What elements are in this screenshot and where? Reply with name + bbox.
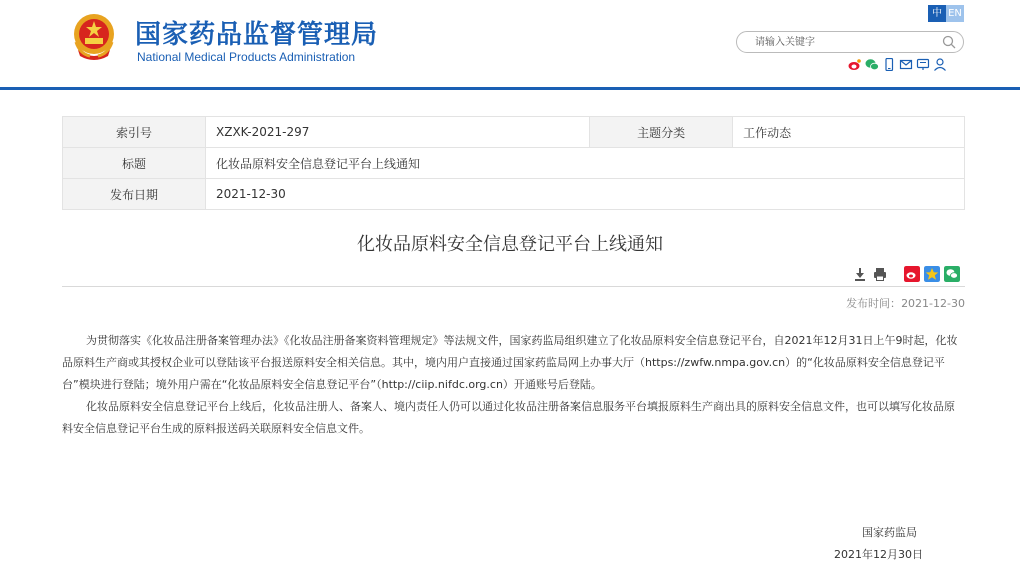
publish-time-value: 2021-12-30 — [901, 297, 965, 310]
social-links — [848, 58, 947, 71]
search-input[interactable] — [755, 35, 935, 50]
share-qzone-icon[interactable] — [924, 266, 940, 282]
article-meta-table — [62, 116, 965, 210]
search-icon[interactable] — [942, 35, 956, 49]
message-icon[interactable] — [916, 58, 930, 71]
site-title-cn[interactable]: 国家药品监督管理局 — [135, 20, 379, 50]
mobile-icon[interactable] — [882, 58, 896, 71]
print-icon[interactable] — [872, 266, 888, 282]
article-title: 化妆品原料安全信息登记平台上线通知 — [357, 234, 663, 255]
publish-time-label: 发布时间： — [846, 297, 902, 310]
signature-org: 国家药监局 — [862, 526, 917, 539]
lang-zh-button[interactable]: 中 — [928, 5, 946, 22]
language-switch — [928, 5, 964, 22]
user-icon[interactable] — [933, 58, 947, 71]
download-icon[interactable] — [852, 266, 868, 282]
index-value: XZXK-2021-297 — [206, 117, 590, 148]
article-paragraph-1: 为贯彻落实《化妆品注册备案管理办法》《化妆品注册备案资料管理规定》等法规文件，国家药监局组织建立了化妆品原料安全信息登记平台，自2021年12月31日上午9时起，化妆品原料生产商或其授权企业可以登陆该平台报送原料安全相关信息。其中，境内用户直接通过国家药监局网上办事大厅（https://zwfw.nmpa.gov.cn）的“化妆品原料安全信息登记平台”模块进行登陆；境外用户需在“化妆品原料安全信息登记平台”（http://ciip.nifdc.org.cn）开通账号后登陆。 — [62, 334, 958, 391]
meta-row-index — [63, 117, 965, 148]
share-weibo-icon[interactable] — [904, 266, 920, 282]
article-divider — [62, 286, 965, 287]
title-label: 标题 — [63, 148, 206, 179]
signature-date: 2021年12月30日 — [834, 548, 923, 561]
weibo-icon[interactable] — [848, 58, 862, 71]
meta-row-date — [63, 179, 965, 210]
date-label: 发布日期 — [63, 179, 206, 210]
mail-icon[interactable] — [899, 58, 913, 71]
article-body — [62, 330, 965, 440]
title-value: 化妆品原料安全信息登记平台上线通知 — [206, 148, 965, 179]
publish-time — [846, 295, 965, 311]
article-paragraph-2: 化妆品原料安全信息登记平台上线后，化妆品注册人、备案人、境内责任人仍可以通过化妆品注册备案信息服务平台填报原料生产商出具的原料安全信息文件，也可以填写化妆品原料安全信息登记平台生成的原料报送码关联原料安全信息文件。 — [62, 400, 955, 435]
index-label: 索引号 — [63, 117, 206, 148]
site-header — [0, 0, 1020, 88]
national-emblem-icon[interactable] — [70, 12, 118, 64]
header-divider — [0, 87, 1020, 90]
date-value: 2021-12-30 — [206, 179, 965, 210]
category-value: 工作动态 — [733, 117, 965, 148]
meta-row-title — [63, 148, 965, 179]
lang-en-button[interactable]: EN — [946, 5, 964, 22]
wechat-icon[interactable] — [865, 58, 879, 71]
category-label: 主题分类 — [590, 117, 733, 148]
article-tools — [852, 266, 960, 282]
search-box — [736, 31, 964, 53]
share-wechat-icon[interactable] — [944, 266, 960, 282]
site-title-en[interactable]: National Medical Products Administration — [137, 50, 356, 64]
